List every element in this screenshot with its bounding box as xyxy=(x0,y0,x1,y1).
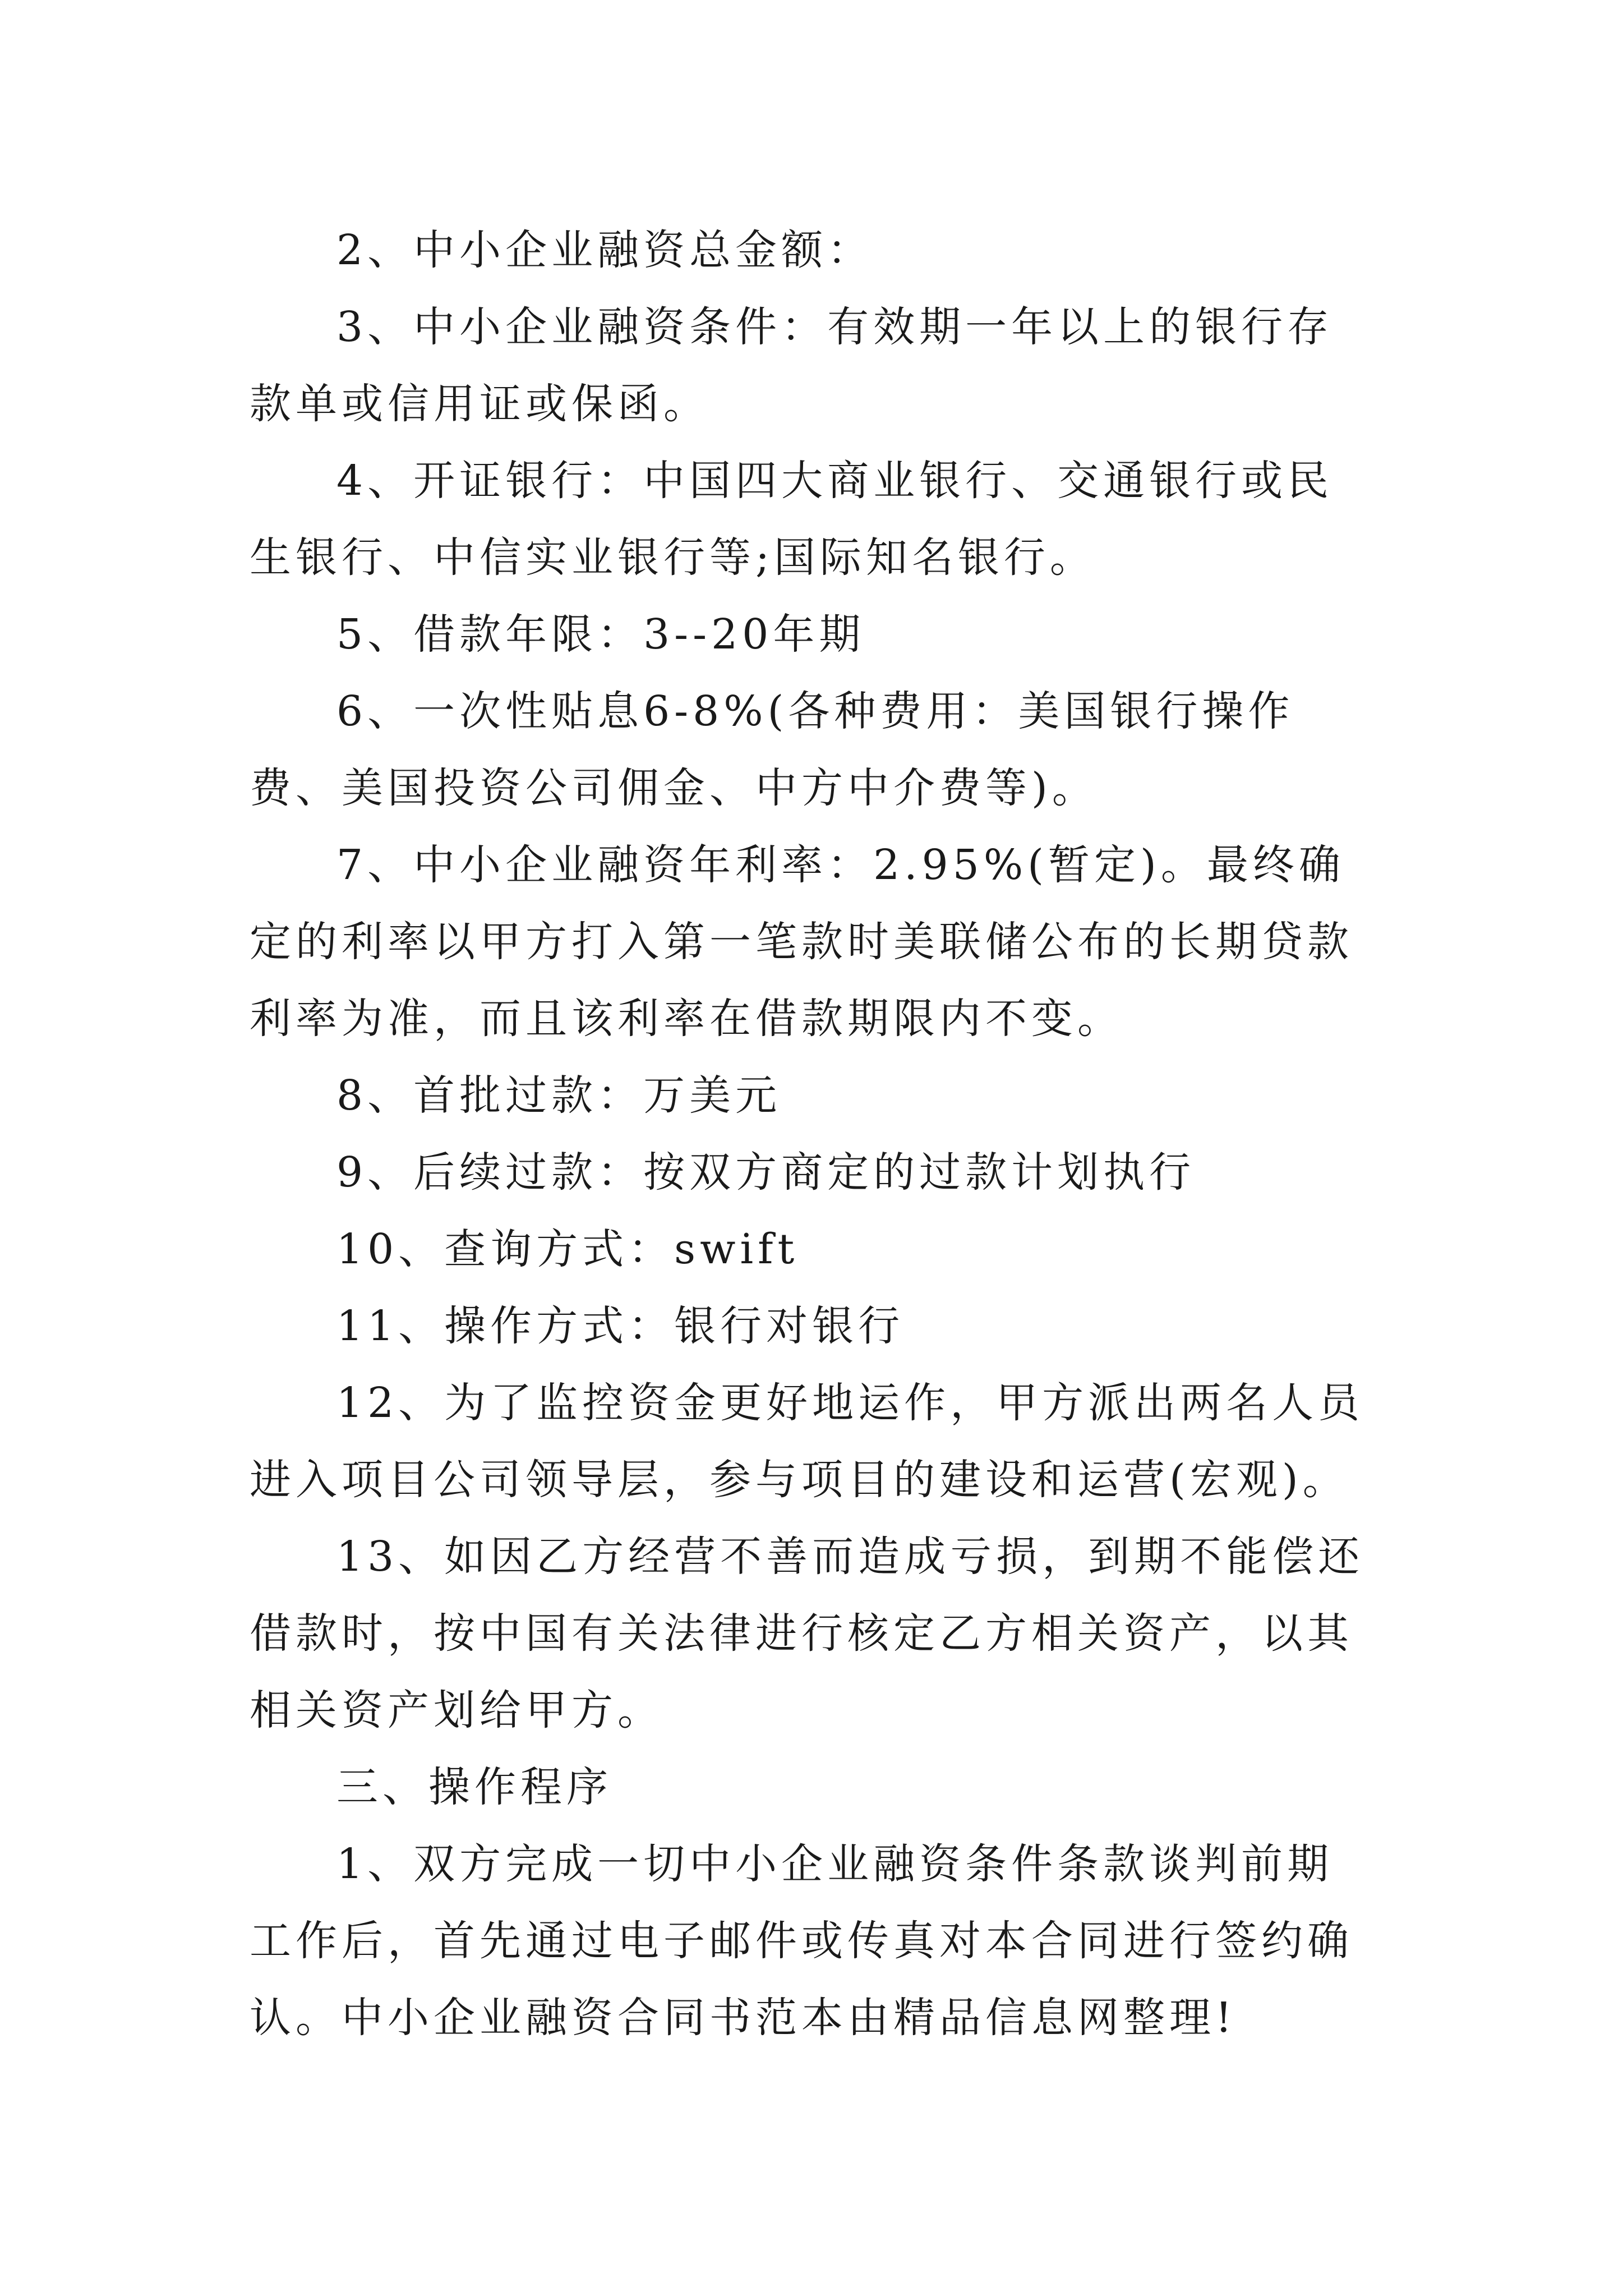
paragraph-fund-supervision: 12、为了监控资金更好地运作，甲方派出两名人员进入项目公司领导层，参与项目的建设和运营(宏观)。 xyxy=(250,1379,1364,1504)
paragraph-query-method: 10、查询方式：swift xyxy=(336,1225,799,1273)
document-body xyxy=(250,212,1377,2056)
paragraph-discount-interest: 6、一次性贴息6-8%(各种费用：美国银行操作费、美国投资公司佣金、中方中介费等)。 xyxy=(250,687,1294,812)
paragraph-loss-handling: 13、如因乙方经营不善而造成亏损，到期不能偿还借款时，按中国有关法律进行核定乙方相关资产，以其相关资产划给甲方。 xyxy=(250,1533,1364,1734)
paragraph-total-amount: 2、中小企业融资总金额： xyxy=(336,226,874,274)
paragraph-issuing-bank: 4、开证银行：中国四大商业银行、交通银行或民生银行、中信实业银行等;国际知名银行。 xyxy=(250,457,1334,582)
paragraph-annual-interest-rate: 7、中小企业融资年利率：2.95%(暂定)。最终确定的利率以甲方打入第一笔款时美联储公布的长期贷款利率为准，而且该利率在借款期限内不变。 xyxy=(250,841,1353,1043)
paragraph-operation-method: 11、操作方式：银行对银行 xyxy=(336,1302,905,1350)
paragraph-first-transfer: 8、首批过款：万美元 xyxy=(336,1071,782,1120)
paragraph-loan-term: 5、借款年限：3--20年期 xyxy=(336,610,865,659)
section-heading-procedure: 三、操作程序 xyxy=(336,1763,612,1811)
paragraph-procedure-step-1: 1、双方完成一切中小企业融资条件条款谈判前期工作后，首先通过电子邮件或传真对本合同进行签约确认。中小企业融资合同书范本由精品信息网整理! xyxy=(250,1840,1353,2042)
paragraph-subsequent-transfer: 9、后续过款：按双方商定的过款计划执行 xyxy=(336,1148,1196,1197)
paragraph-financing-conditions: 3、中小企业融资条件：有效期一年以上的银行存款单或信用证或保函。 xyxy=(250,303,1334,428)
